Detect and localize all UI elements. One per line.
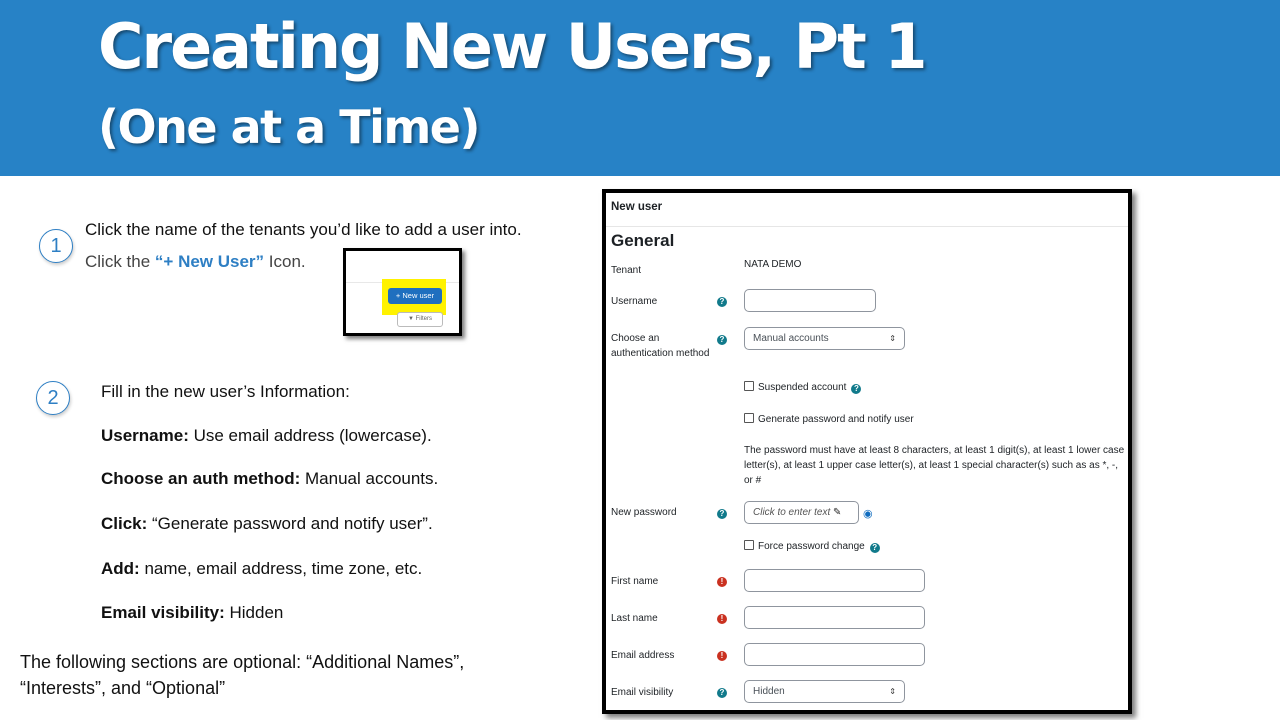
first-name-label: First name [611, 576, 659, 587]
auth-method-label [611, 331, 709, 361]
slide-title: Creating New Users, Pt 1 [98, 10, 926, 83]
new-user-form [602, 189, 1132, 714]
new-password-help-icon[interactable]: ? [717, 509, 727, 519]
new-user-highlight: “+ New User” [154, 252, 265, 271]
select-arrows-icon: ⇕ [889, 687, 896, 696]
step-1-instruction [85, 252, 306, 272]
email-address-label: Email address [611, 650, 675, 661]
force-password-change-checkbox[interactable] [744, 540, 880, 553]
step-1-prefix: Click the [85, 252, 155, 271]
step-1-badge: 1 [39, 229, 73, 263]
email-visibility-label: Email visibility [611, 687, 674, 698]
force-change-label: Force password change [758, 541, 865, 552]
new-password-placeholder: Click to enter text [753, 507, 831, 518]
last-name-input[interactable] [744, 606, 925, 629]
optional-note-line2: “Interests”, and “Optional” [20, 678, 226, 698]
auth-method-value: Manual accounts [753, 333, 829, 344]
optional-note-line1: The following sections are optional: “Additional Names”, [20, 652, 465, 672]
email-required-icon: ! [717, 651, 727, 661]
step-1-suffix: Icon. [264, 252, 306, 271]
checkbox-icon[interactable] [744, 381, 754, 391]
first-name-input[interactable] [744, 569, 925, 592]
email-visibility-select[interactable] [744, 680, 905, 703]
username-label: Username [611, 296, 658, 307]
suspended-label: Suspended account [758, 382, 847, 393]
new-password-input[interactable] [744, 501, 859, 524]
suspended-account-checkbox[interactable] [744, 381, 861, 394]
tenant-value: NATA DEMO [744, 259, 802, 270]
form-header-title: New user [611, 201, 663, 213]
item-text: “Generate password and notify user”. [147, 514, 433, 533]
tenant-label: Tenant [611, 265, 642, 276]
item-text: Hidden [224, 603, 284, 622]
auth-method-select[interactable] [744, 327, 905, 350]
auth-label-line1: Choose an [611, 333, 660, 344]
select-arrows-icon: ⇕ [889, 334, 896, 343]
email-address-input[interactable] [744, 643, 925, 666]
auth-label-line2: authentication method [611, 348, 710, 359]
suspended-help-icon[interactable]: ? [851, 384, 861, 394]
step-2-intro: Fill in the new user’s Information: [101, 382, 350, 401]
password-policy-note: The password must have at least 8 characters, at least 1 digit(s), at least 1 lower case letter(s), at least 1 upper case letter(s), at least 1 special character(s) such as as *, -, or # [744, 445, 1125, 486]
item-label: Choose an auth method: [101, 469, 301, 488]
pencil-icon: ✎ [833, 507, 842, 518]
step-2-item [101, 603, 283, 623]
filters-label: Filters [415, 316, 432, 322]
step-2-item [101, 426, 432, 446]
step-1-text: Click the name of the tenants you’d like to add a user into. [85, 220, 522, 239]
item-text: Use email address (lowercase). [188, 426, 432, 445]
last-name-required-icon: ! [717, 614, 727, 624]
new-user-button[interactable]: + New user [388, 288, 442, 304]
item-text: name, email address, time zone, etc. [139, 559, 423, 578]
checkbox-icon[interactable] [744, 540, 754, 550]
section-general: General [611, 231, 675, 250]
checkbox-icon[interactable] [744, 413, 754, 423]
item-label: Click: [101, 514, 148, 533]
step-2-item [101, 469, 438, 489]
step-2-item [101, 514, 433, 534]
generate-password-label: Generate password and notify user [758, 414, 914, 425]
auth-help-icon[interactable]: ? [717, 335, 727, 345]
new-user-button-screenshot [343, 248, 462, 336]
email-visibility-value: Hidden [753, 686, 785, 697]
item-label: Email visibility: [101, 603, 225, 622]
generate-password-checkbox[interactable] [744, 413, 914, 425]
new-password-label: New password [611, 507, 677, 518]
form-header [606, 193, 1128, 227]
force-change-help-icon[interactable]: ? [870, 543, 880, 553]
slide-subtitle: (One at a Time) [98, 100, 479, 154]
last-name-label: Last name [611, 613, 658, 624]
item-label: Add: [101, 559, 140, 578]
item-label: Username: [101, 426, 189, 445]
step-2-item [101, 559, 422, 579]
username-help-icon[interactable]: ? [717, 297, 727, 307]
first-name-required-icon: ! [717, 577, 727, 587]
funnel-icon: ▼ [408, 316, 416, 322]
title-banner [0, 0, 1280, 176]
filters-button[interactable] [397, 312, 443, 327]
item-text: Manual accounts. [300, 469, 439, 488]
step-2-badge: 2 [36, 381, 70, 415]
reveal-password-eye-icon[interactable]: ◉ [863, 508, 873, 520]
email-visibility-help-icon[interactable]: ? [717, 688, 727, 698]
username-input[interactable] [744, 289, 876, 312]
